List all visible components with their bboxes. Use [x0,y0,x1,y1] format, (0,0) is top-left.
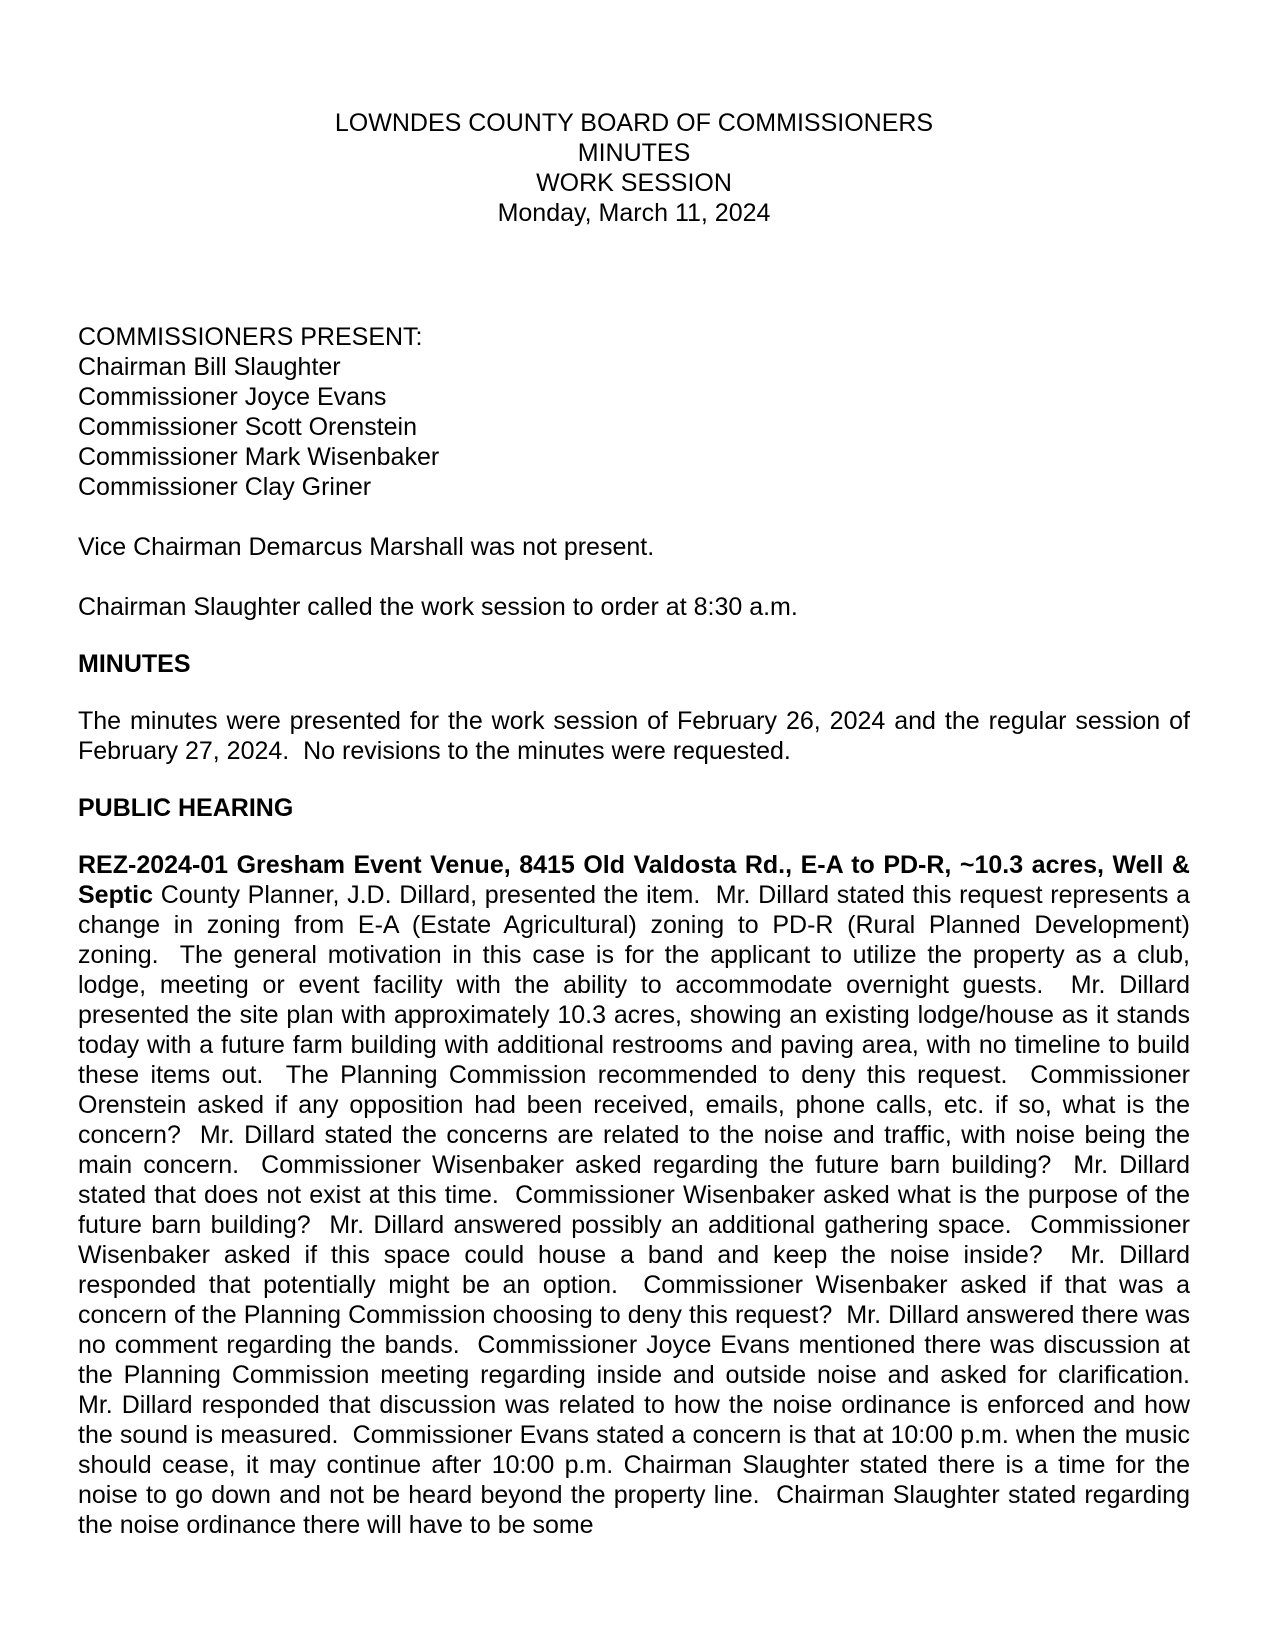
commissioners-present-block [78,322,1190,502]
commissioner-name: Commissioner Scott Orenstein [78,413,418,441]
commissioners-present-label: COMMISSIONERS PRESENT: [78,323,423,351]
commissioner-name: Commissioner Mark Wisenbaker [78,443,440,471]
absent-note: Vice Chairman Demarcus Marshall was not present. [78,533,655,561]
header-doc-type-line: MINUTES [577,139,691,167]
commissioner-name: Commissioner Joyce Evans [78,383,387,411]
rezoning-case-paragraph [78,850,1204,1540]
header-org-line: LOWNDES COUNTY BOARD OF COMMISSIONERS [334,109,934,137]
rezoning-case-title: REZ-2024-01 Gresham Event Venue, 8415 Old Valdosta Rd., E-A to PD-R, ~10.3 acres, Well & Septic [78,851,1197,909]
minutes-section-paragraph: The minutes were presented for the work session of February 26, 2024 and the regular session of February 27, 2024. No revisions to the minutes were requested. [78,707,1197,765]
call-to-order-note: Chairman Slaughter called the work session to order at 8:30 a.m. [78,593,798,621]
header-session-type-line: WORK SESSION [536,169,732,197]
header-date-line: Monday, March 11, 2024 [497,199,771,227]
commissioner-name: Chairman Bill Slaughter [78,353,341,381]
rezoning-case-body: County Planner, J.D. Dillard, presented the item. Mr. Dillard stated this request represents a change in zoning from E-A (Estate Agricultural) zoning to PD-R (Rural Planned Development) zoning. The general motivation in this case is for the applicant to utilize the property as a club, lodge, meeting or event facility with the ability to accommodate overnight guests. Mr. Dillard presented the site plan with approximately 10.3 acres, showing an existing lodge/house as it stands today with a future farm building with additional restrooms and paving area, with no timeline to build these items out. The Planning Commission recommended to deny this request. Commissioner Orenstein asked if any opposition had been received, emails, phone calls, etc. if so, what is the concern? Mr. Dillard stated the concerns are related to the noise and traffic, with noise being the main concern. Commissioner Wisenbaker asked regarding the future barn building? Mr. Dillard stated that does not exist at this time. Commissioner Wisenbaker asked what is the purpose of the future barn building? Mr. Dillard answered possibly an additional gathering space. Commissioner Wisenbaker asked if this space could house a band and keep the noise inside? Mr. Dillard responded that potentially might be an option. Commissioner Wisenbaker asked if that was a concern of the Planning Commission choosing to deny this request? Mr. Dillard answered there was no comment regarding the bands. Commissioner Joyce Evans mentioned there was discussion at the Planning Commission meeting regarding inside and outside noise and asked for clarification. Mr. Dillard responded that discussion was related to how the noise ordinance is enforced and how the sound is measured. Commissioner Evans stated a concern is that at 10:00 p.m. when the music should cease, it may continue after 10:00 p.m. Chairman Slaughter stated there is a time for the noise to go down and not be heard beyond the property line. Chairman Slaughter stated regarding the noise ordinance there will have to be some [78,881,1204,1539]
commissioner-name: Commissioner Clay Griner [78,473,372,501]
document-header [78,108,1190,228]
minutes-section-heading: MINUTES [78,650,191,678]
public-hearing-section-heading: PUBLIC HEARING [78,794,294,822]
